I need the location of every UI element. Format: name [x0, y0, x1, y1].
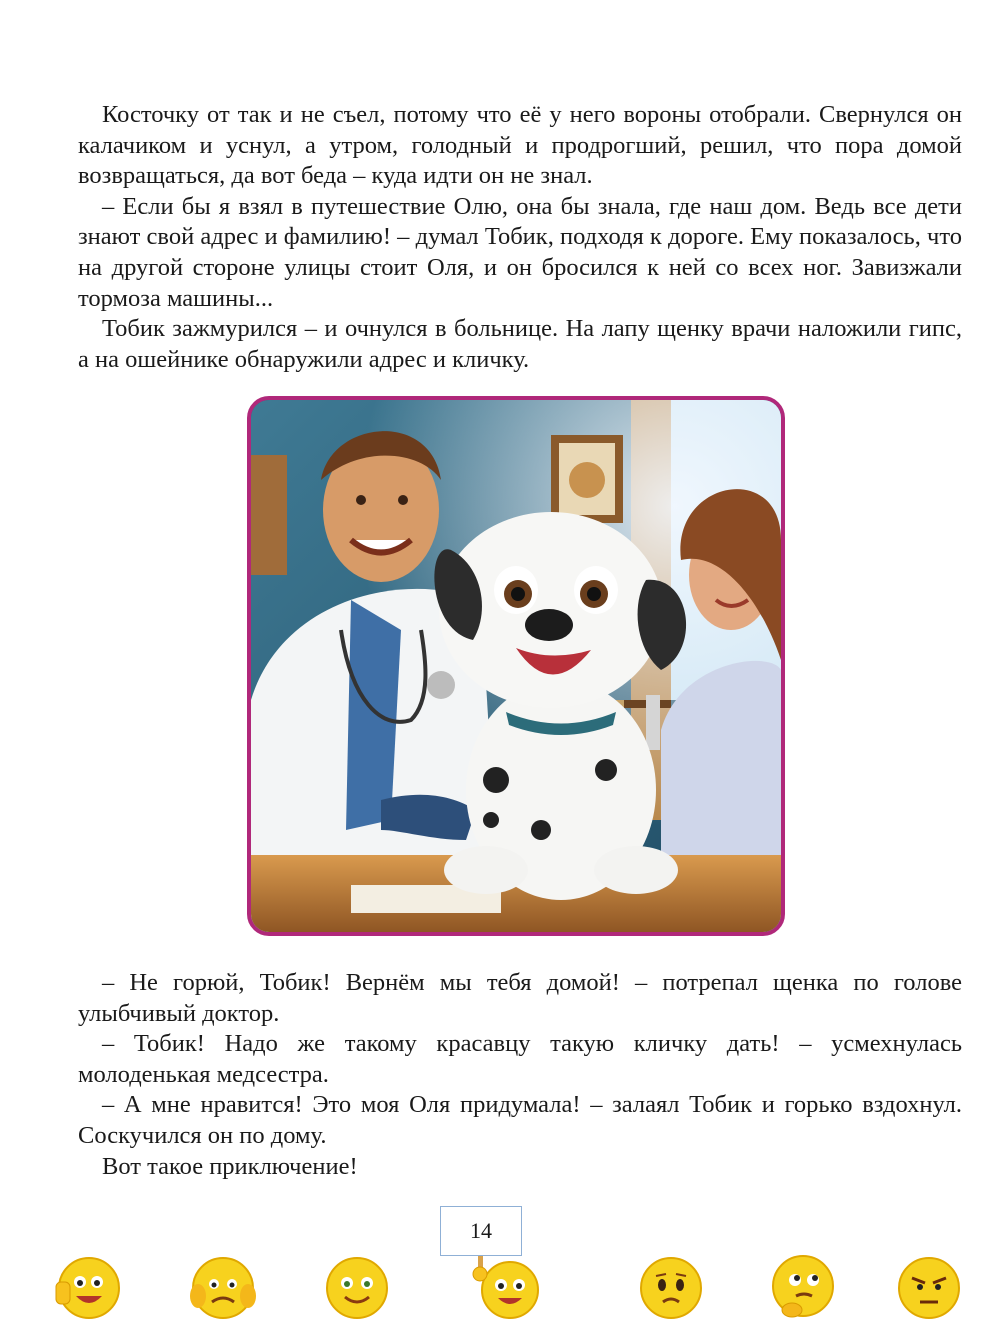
paragraph: – Тобик! Надо же такому красавцу такую кличку дать! – усмехнулась молоденькая медсестра.: [78, 1030, 962, 1088]
paragraph: Косточку от так и не съел, потому что её у него вороны отобрали. Свернулся он калачиком и уснул, а утром, голодный и продрогший, решил, что пора домой возвращаться, да вот беда – куда идти он не знал.: [78, 101, 962, 190]
sad-smiley-icon: [636, 1252, 706, 1322]
thinking-smiley-icon: [768, 1252, 838, 1322]
angry-smiley-icon: [894, 1252, 964, 1322]
vet-clinic-illustration: [247, 396, 785, 936]
paragraph: – Если бы я взял в путешествие Олю, она бы знала, где наш дом. Ведь все дети знают свой адрес и фамилию! – думал Тобик, подходя к дороге. Ему показалось, что на другой стороне улицы стоит Оля, и он бросился к ней со всех ног. Завизжали тормоза машины...: [78, 192, 962, 312]
text-block-top: [78, 100, 962, 375]
thumbs-up-smiley-icon: [52, 1252, 122, 1322]
text-block-bottom: [78, 968, 962, 1182]
sign-holding-smiley-icon: [470, 1252, 540, 1322]
worried-smiley-icon: [188, 1252, 258, 1322]
paragraph: – А мне нравится! Это моя Оля придумала! – залаял Тобик и горько вздохнул. Соскучился он по дому.: [78, 1091, 962, 1149]
paragraph: Вот такое приключение!: [102, 1152, 358, 1180]
paragraph: Тобик зажмурился – и очнулся в больнице. На лапу щенку врачи наложили гипс, а на ошейнике обнаружили адрес и кличку.: [78, 315, 962, 373]
page-number: 14: [440, 1206, 522, 1256]
happy-smiley-icon: [322, 1252, 392, 1322]
paragraph: – Не горюй, Тобик! Вернём мы тебя домой! – потрепал щенка по голове улыбчивый доктор.: [78, 969, 962, 1027]
